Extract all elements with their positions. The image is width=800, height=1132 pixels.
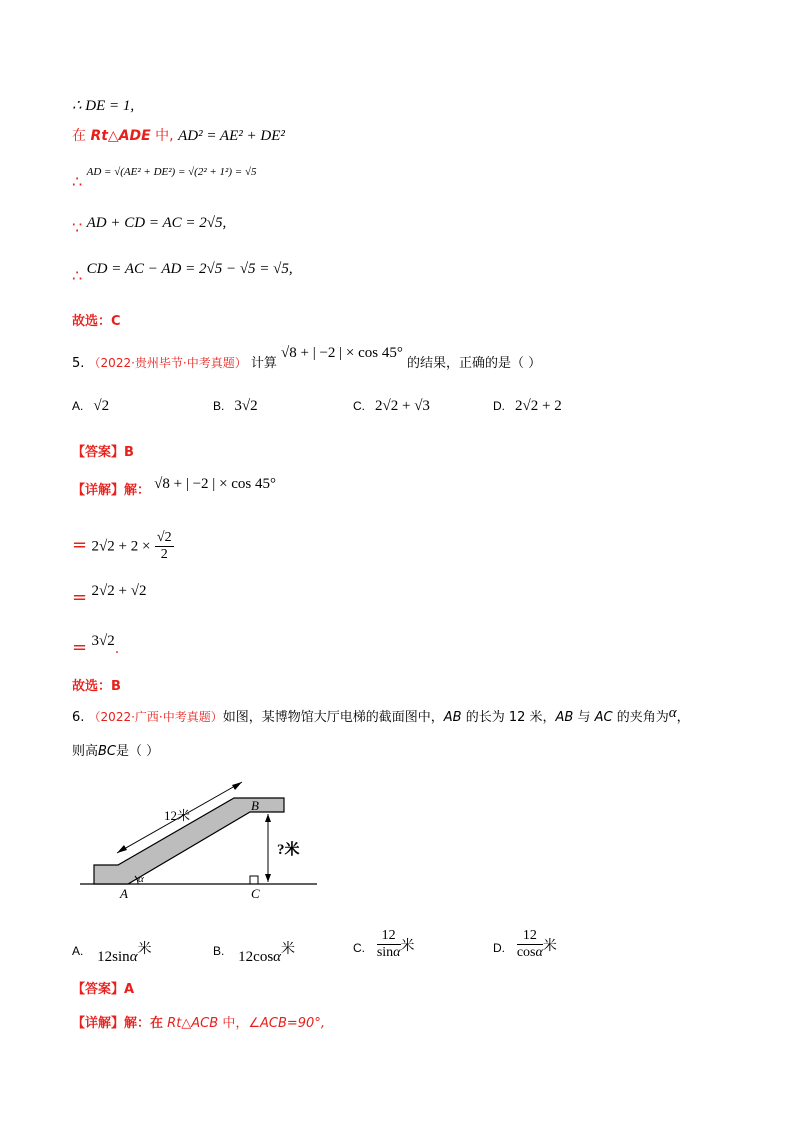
q6-detail: 【详解】解：在 Rt△ACB 中，∠ACB=90°, (72, 1016, 325, 1031)
q5-expression: √8 + | −2 | × cos 45° (281, 345, 403, 361)
point-b-label: B (251, 798, 259, 813)
angle-alpha-label: α (138, 873, 144, 885)
arrowhead-lower (117, 845, 127, 853)
q6-option-a[interactable]: A. 12sinα米 (72, 941, 152, 965)
point-a-label: A (120, 886, 128, 901)
q6-source: （2022·广西·中考真题） (88, 710, 223, 724)
therefore-symbol: ∴ (72, 172, 83, 191)
prev-line-de: ∴ DE = 1, (72, 98, 135, 114)
right-angle-mark (250, 876, 258, 884)
therefore-symbol: ∴ (72, 266, 83, 285)
q6-option-c[interactable]: C. $\frac{12}{\sin\alpha}$ 米 (353, 928, 415, 960)
q5-option-a[interactable]: A. √2 (72, 398, 110, 414)
q5-source: （2022·贵州毕节·中考真题） (88, 356, 247, 370)
arrowhead-upper (232, 782, 242, 790)
q5-option-d[interactable]: D. 2√2 + 2 (493, 398, 562, 414)
q6-option-b[interactable]: B. 12cosα米 (213, 941, 296, 965)
q6-detail-label: 【详解】解：在 (72, 1016, 164, 1031)
q6-number: 6. (72, 710, 85, 725)
height-arrowhead-bottom (265, 874, 271, 882)
q5-answer: 【答案】B (72, 445, 134, 460)
q5-number: 5. (72, 356, 85, 371)
q5-step-1: = 2√2 + 2 × $\frac{√2}{2}$ (72, 530, 172, 562)
length-label: 12米 (164, 808, 191, 823)
point-c-label: C (251, 886, 260, 901)
q6-stem-line1: 6. （2022·广西·中考真题）如图，某博物馆大厅电梯的截面图中，AB 的长为 12 米，AB 与 AC 的夹角为α， (72, 705, 690, 725)
q5-option-b[interactable]: B. 3√2 (213, 398, 258, 414)
height-label: ?米 (277, 842, 300, 858)
prev-line-cd (72, 258, 293, 285)
prev-line-sum (72, 212, 227, 237)
sum-equation: AD + CD = AC = 2√5, (86, 215, 227, 231)
q5-detail-label: 【详解】解： (72, 483, 151, 498)
pythag-equation: AD² = AE² + DE² (178, 128, 285, 144)
fraction-sqrt2-over-2: $\frac{√2}{2}$ (156, 530, 172, 562)
q6-stem-line2: 则高BC是（ ） (72, 744, 160, 759)
q5-step-3: = 3√2. (72, 633, 120, 658)
q5-detail-expr: √8 + | −2 | × cos 45° (154, 476, 277, 492)
q5-detail (72, 476, 277, 501)
q6-option-d[interactable]: D. $\frac{12}{\cos\alpha}$ 米 (493, 928, 557, 960)
q6-answer: 【答案】A (72, 982, 135, 997)
q5-option-c[interactable]: C. 2√2 + √3 (353, 398, 430, 414)
prev-line-ad (72, 160, 257, 191)
prev-line-pythag: 在 Rt△ADE 中, AD² = AE² + DE² (72, 128, 285, 144)
q5-final: 故选：B (72, 679, 121, 694)
escalator-diagram (72, 772, 332, 902)
q5-stem: 5. （2022·贵州毕节·中考真题） 计算 √8 + | −2 | × cos 45° 的结果，正确的是（ ） (72, 345, 542, 371)
cd-equation: CD = AC − AD = 2√5 − √5 = √5, (86, 261, 293, 277)
because-symbol: ∵ (72, 218, 83, 237)
ad-equation: AD = √(AE² + DE²) = √(2² + 1²) = √5 (86, 166, 257, 178)
q5-step-2: = 2√2 + √2 (72, 583, 147, 608)
height-arrowhead-top (265, 814, 271, 822)
prev-answer: 故选：C (72, 314, 121, 329)
